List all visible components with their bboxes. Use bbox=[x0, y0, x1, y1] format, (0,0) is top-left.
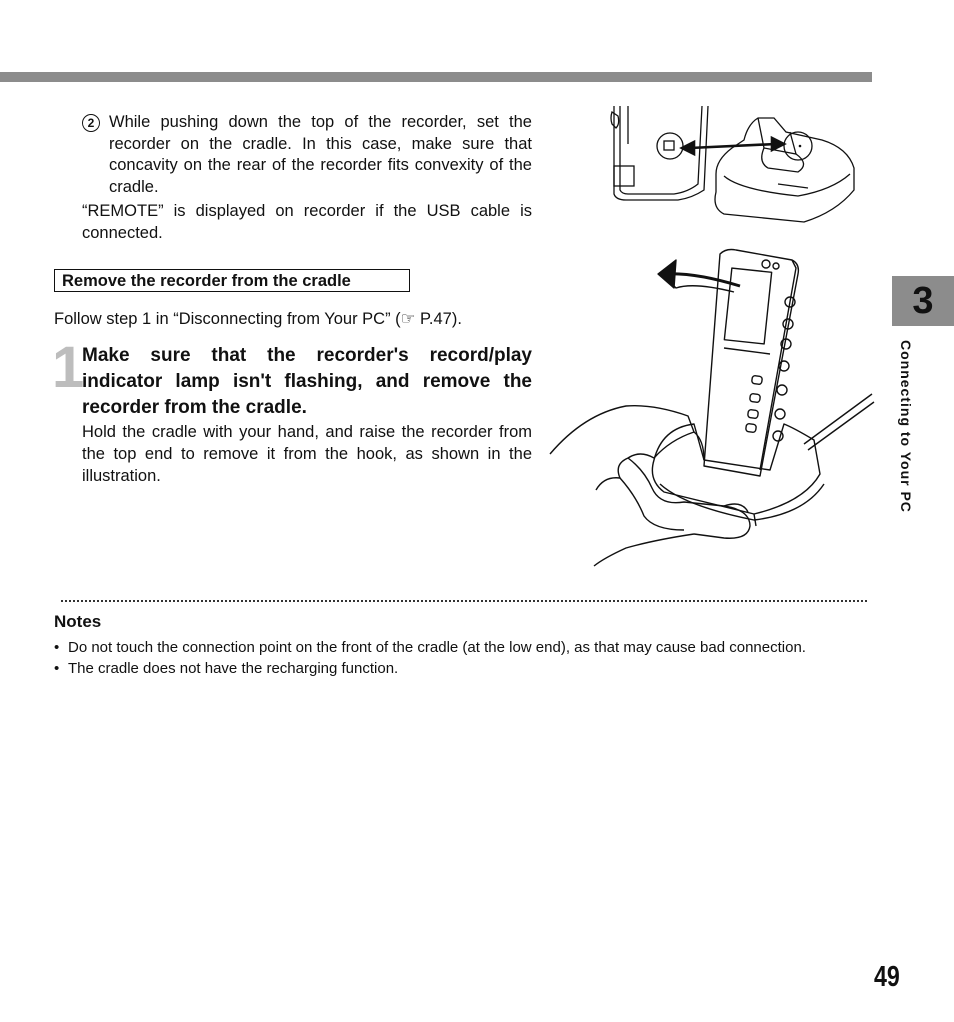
page-number: 49 bbox=[874, 961, 900, 993]
recorder-cradle-alignment-illustration bbox=[608, 104, 858, 228]
notes-divider bbox=[61, 600, 867, 602]
hand-removing-recorder-illustration bbox=[544, 244, 878, 570]
chapter-tab: 3 bbox=[892, 276, 954, 326]
step-2-marker: 2 bbox=[82, 114, 100, 132]
follow-step-text: Follow step 1 in “Disconnecting from Your PC” (☞ P.47). bbox=[54, 310, 462, 328]
remote-note: “REMOTE” is displayed on recorder if the USB cable is connected. bbox=[82, 202, 532, 242]
section-heading-remove: Remove the recorder from the cradle bbox=[54, 269, 410, 292]
note-text: The cradle does not have the recharging function. bbox=[68, 660, 399, 677]
chapter-side-label: Connecting to Your PC bbox=[898, 340, 914, 513]
list-item bbox=[54, 637, 872, 658]
top-rule bbox=[0, 72, 872, 82]
step-2-block bbox=[82, 112, 532, 244]
notes-title: Notes bbox=[54, 612, 102, 631]
step-1-number: 1 bbox=[52, 335, 85, 400]
step-2-text: While pushing down the top of the recorder, set the recorder on the cradle. In this case, make sure that concavity on the rear of the recorder fits convexity of the cradle. bbox=[109, 113, 532, 196]
list-item bbox=[54, 658, 872, 679]
note-text: Do not touch the connection point on the front of the cradle (at the low end), as that may cause bad connection. bbox=[68, 639, 806, 656]
step-1-body: Hold the cradle with your hand, and raise the recorder from the top end to remove it from the hook, as shown in the illustration. bbox=[82, 423, 532, 485]
bullet: • bbox=[54, 660, 60, 677]
bullet: • bbox=[54, 639, 60, 656]
step-1-title: Make sure that the recorder's record/play indicator lamp isn't flashing, and remove the recorder from the cradle. bbox=[82, 345, 532, 418]
notes-list bbox=[54, 637, 872, 679]
